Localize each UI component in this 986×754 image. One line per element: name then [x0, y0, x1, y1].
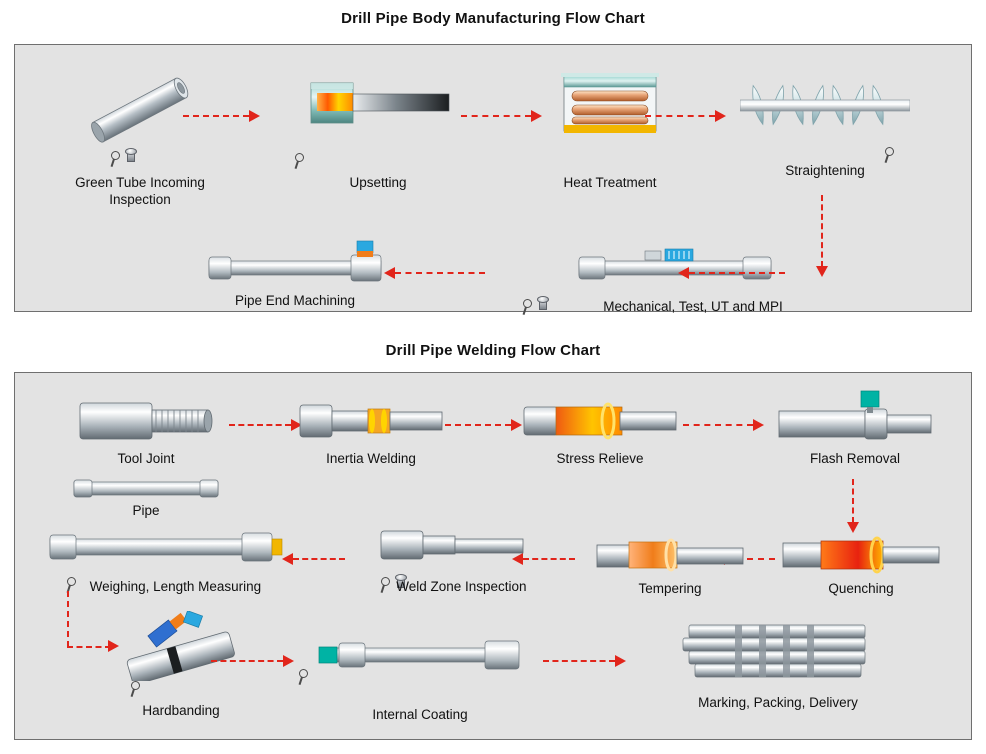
stress-relieve-icon: [520, 393, 680, 449]
node-inertia-welding[interactable]: [281, 387, 461, 487]
pipe-icon: [72, 477, 220, 499]
node-label: Heat Treatment: [563, 175, 657, 190]
heat-treatment-icon: [550, 65, 670, 149]
node-label: Inertia Welding: [326, 451, 416, 466]
node-label: Flash Removal: [809, 451, 901, 466]
node-label: Mechanical, Test, UT and MPI: [603, 299, 783, 314]
weighing-length-measuring-icon: [46, 525, 284, 571]
gauge-icon: [125, 148, 137, 162]
node-label: Weighing, Length Measuring: [89, 579, 262, 594]
straightening-icon: [740, 73, 910, 153]
node-label: Hardbanding: [142, 703, 220, 718]
arrow-hardbanding-to-internal-coating: [211, 655, 293, 667]
arrow-heat-to-straightening: [645, 110, 725, 122]
welding-flow-panel: [14, 372, 972, 740]
node-label-line2: Inspection: [109, 191, 171, 207]
marking-packing-delivery-icon: [673, 617, 883, 687]
node-label: Straightening: [785, 163, 865, 178]
arrow-stress-relieve-to-flash-removal: [683, 419, 763, 431]
arrow-mechanical-to-straightening-feed: [679, 267, 785, 279]
hardbanding-icon: [121, 611, 241, 681]
node-heat-treatment[interactable]: [507, 65, 713, 225]
arrow-straightening-to-mechanical-test: [795, 195, 835, 277]
node-label: Pipe End Machining: [234, 293, 356, 308]
node-stress-relieve[interactable]: [505, 387, 695, 487]
node-marking-packing-delivery[interactable]: [633, 611, 923, 721]
node-green-tube-incoming-inspection[interactable]: [25, 65, 255, 225]
node-upsetting[interactable]: [273, 65, 483, 225]
arrow-internal-coating-to-marking: [543, 655, 625, 667]
node-tempering[interactable]: [585, 523, 755, 623]
upsetting-icon: [303, 75, 453, 145]
node-label: Internal Coating: [372, 707, 468, 722]
arrow-green-to-upsetting: [183, 110, 259, 122]
weld-zone-inspection-icon: [375, 521, 525, 573]
gauge-icon: [537, 296, 549, 310]
node-label: Upsetting: [349, 175, 407, 190]
page-title-welding: Drill Pipe Welding Flow Chart: [385, 342, 601, 359]
node-quenching[interactable]: [761, 523, 961, 623]
inertia-welding-icon: [296, 393, 446, 449]
green-tube-icon: [85, 71, 195, 151]
node-flash-removal[interactable]: [755, 383, 955, 487]
internal-coating-icon: [315, 637, 525, 673]
node-internal-coating[interactable]: [305, 629, 535, 729]
pipe-end-machining-icon: [205, 235, 385, 291]
node-mechanical-test-ut-mpi[interactable]: [495, 241, 795, 331]
node-label-line1: Green Tube Incoming: [75, 175, 205, 190]
tempering-icon: [595, 529, 745, 581]
node-pipe-end-machining[interactable]: [185, 235, 405, 325]
node-label: Stress Relieve: [556, 451, 644, 466]
node-label: Quenching: [828, 581, 894, 596]
flash-removal-icon: [775, 387, 935, 449]
quenching-icon: [781, 529, 941, 581]
node-label: Pipe: [132, 503, 160, 518]
node-weld-zone-inspection[interactable]: [355, 521, 545, 621]
node-label: Tempering: [638, 581, 702, 596]
tool-joint-icon: [76, 393, 216, 449]
manufacturing-flow-panel: [14, 44, 972, 312]
node-label: Tool Joint: [117, 451, 175, 466]
node-label: Marking, Packing, Delivery: [698, 695, 858, 710]
node-label: Weld Zone Inspection: [396, 579, 527, 594]
page-title-manufacturing: Drill Pipe Body Manufacturing Flow Chart: [341, 10, 645, 27]
